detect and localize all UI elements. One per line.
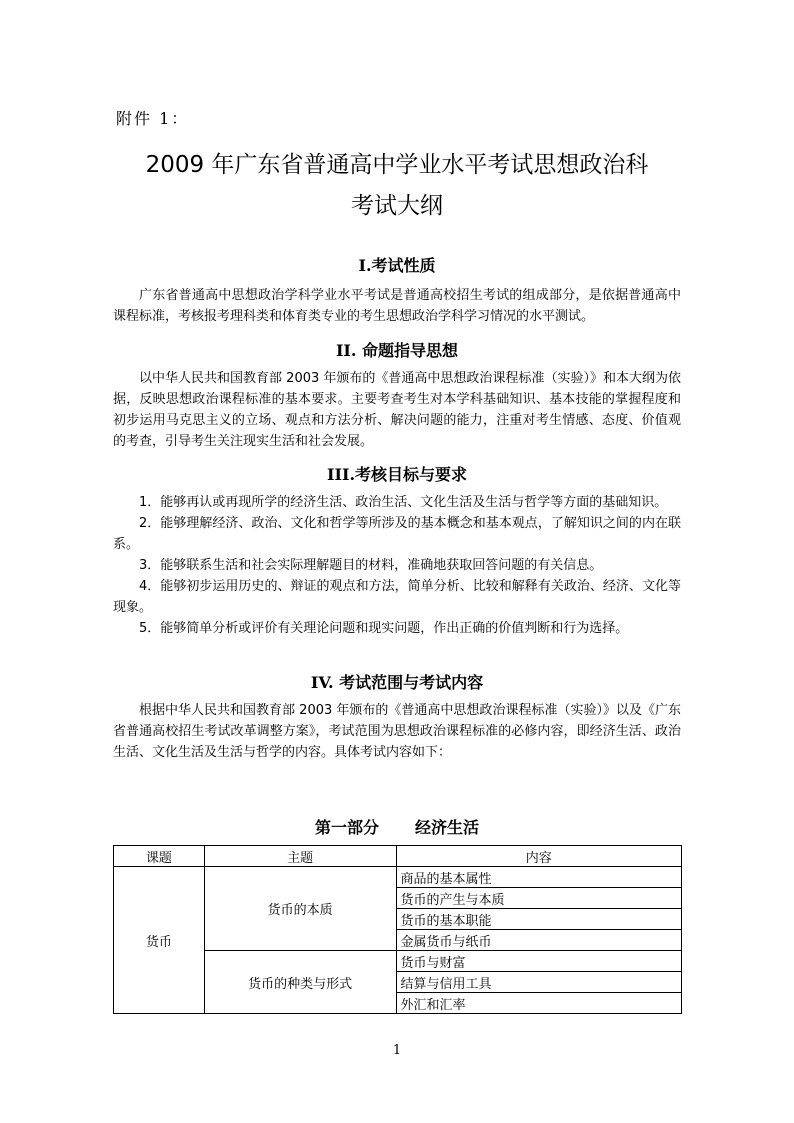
header-theme: 主题	[204, 846, 396, 867]
objective-item-4: 4．能够初步运用历史的、辩证的观点和方法，简单分析、比较和解释有关政治、经济、文化等现象。	[113, 579, 681, 615]
section-4-paragraph: 根据中华人民共和国教育部 2003 年颁布的《普通高中思想政治课程标准（实验）》以及《广东省普通高校招生考试改革调整方案》，考试范围为思想政治课程标准的必修内容，即经济生活、政治生活、文化生活及生活与哲学的内容。具体考试内容如下：	[113, 703, 681, 760]
section-2-heading: II. 命题指导思想	[335, 341, 459, 360]
section-1-body	[113, 285, 681, 327]
part-label: 第一部分	[314, 818, 379, 837]
table-row	[114, 867, 682, 888]
objective-item-2: 2．能够理解经济、政治、文化和哲学等所涉及的基本概念和基本观点，了解知识之间的内在联系。	[113, 516, 681, 552]
section-1-heading: Ⅰ.考试性质	[358, 256, 436, 275]
content-cell: 货币与财富	[396, 951, 681, 972]
theme-cell-2: 货币的种类与形式	[204, 951, 396, 1014]
content-cell: 货币的基本职能	[396, 909, 681, 930]
content-cell: 货币的产生与本质	[396, 888, 681, 909]
objective-item-5: 5．能够简单分析或评价有关理论问题和现实问题，作出正确的价值判断和行为选择。	[139, 621, 629, 636]
section-2-paragraph: 以中华人民共和国教育部 2003 年颁布的《普通高中思想政治课程标准（实验）》和本大纲为依据，反映思想政治课程标准的基本要求。主要考查考生对本学科基础知识、基本技能的掌握程度和初步运用马克思主义的立场、观点和方法分析、解决问题的能力，注重对考生情感、态度、价值观的考查，引导考生关注现实生活和社会发展。	[113, 371, 681, 449]
table-header-row	[114, 846, 682, 867]
content-cell: 商品的基本属性	[396, 867, 681, 888]
content-table	[113, 845, 682, 1014]
section-3-body	[113, 492, 681, 639]
header-topic: 课题	[114, 846, 205, 867]
section-4-heading: IV. 考试范围与考试内容	[310, 673, 484, 692]
topic-cell: 货币	[114, 867, 205, 1014]
section-4-body	[113, 700, 681, 763]
objective-item-3: 3．能够联系生活和社会实际理解题目的材料，准确地获取回答问题的有关信息。	[139, 558, 603, 573]
part-title	[0, 815, 794, 838]
section-2-body	[113, 368, 681, 452]
page-number: 1	[392, 1043, 402, 1058]
theme-cell-1: 货币的本质	[204, 867, 396, 951]
content-cell: 结算与信用工具	[396, 972, 681, 993]
attachment-label: 附件 1：	[116, 109, 190, 128]
section-1-paragraph: 广东省普通高中思想政治学科学业水平考试是普通高校招生考试的组成部分，是依据普通高中课程标准，考核报考理科类和体育类专业的考生思想政治学科学习情况的水平测试。	[113, 288, 681, 324]
document-title-line-2: 考试大纲	[351, 193, 443, 219]
part-name: 经济生活	[415, 818, 480, 837]
content-cell: 金属货币与纸币	[396, 930, 681, 951]
header-content: 内容	[396, 846, 681, 867]
document-title-line-1: 2009 年广东省普通高中学业水平考试思想政治科	[145, 152, 649, 178]
objective-item-1: 1．能够再认或再现所学的经济生活、政治生活、文化生活及生活与哲学等方面的基础知识。	[139, 495, 668, 510]
section-3-heading: III.考核目标与要求	[326, 465, 468, 484]
content-cell: 外汇和汇率	[396, 993, 681, 1014]
